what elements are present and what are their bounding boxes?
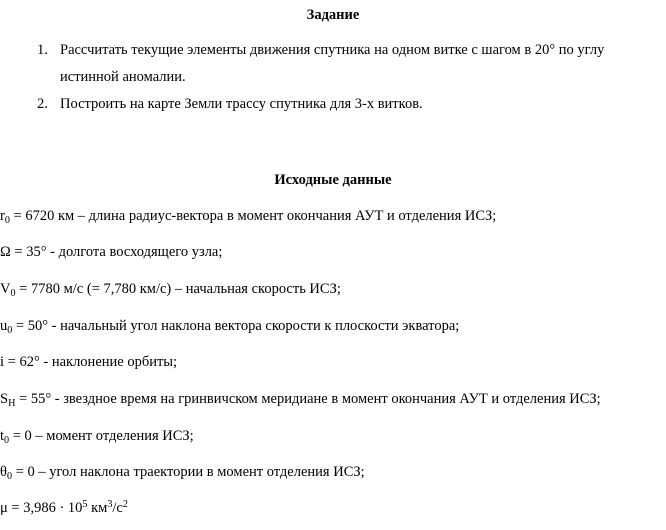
param-symbol: S xyxy=(0,391,9,407)
param-subscript: 0 xyxy=(10,288,16,299)
param-text: = 62° - наклонение орбиты; xyxy=(4,354,178,370)
param-r0 xyxy=(0,208,496,225)
param-superscript: 5 xyxy=(82,499,88,510)
param-symbol: Ω xyxy=(0,244,11,260)
task-item-number: 1. xyxy=(37,42,48,58)
param-text: = 50° - начальный угол наклона вектора скорости к плоскости экватора; xyxy=(12,318,460,334)
param-omega xyxy=(0,244,222,261)
param-superscript: 3 xyxy=(107,499,113,510)
param-text: = 6720 км – длина радиус-вектора в момент окончания АУТ и отделения ИСЗ; xyxy=(9,208,497,224)
param-subscript: 0 xyxy=(4,215,10,226)
param-subscript: 0 xyxy=(4,435,10,446)
task-item-number: 2. xyxy=(37,96,48,112)
task-item-text: Рассчитать текущие элементы движения спутника на одном витке с шагом в 20° по углу xyxy=(60,42,605,58)
param-theta0 xyxy=(0,464,365,481)
param-text: км xyxy=(87,500,108,516)
initial-data-heading: Исходные данные xyxy=(274,172,392,188)
param-subscript: 0 xyxy=(6,471,13,482)
param-symbol: V xyxy=(0,281,11,297)
param-text: μ = 3,986 · 10 xyxy=(0,500,83,516)
task-item-text: Построить на карте Земли трассу спутника для 3-х витков. xyxy=(60,96,423,112)
task-item-text-continued: истинной аномалии. xyxy=(60,69,186,85)
param-subscript: 0 xyxy=(7,325,13,336)
param-v0 xyxy=(0,281,341,298)
param-subscript: H xyxy=(8,398,16,409)
param-text: = 55° - звездное время на гринвичском меридиане в момент окончания АУТ и отделения ИСЗ; xyxy=(15,391,601,407)
param-sh xyxy=(0,391,601,408)
param-u0 xyxy=(0,318,459,335)
param-symbol: u xyxy=(0,318,8,334)
task-heading: Задание xyxy=(306,7,360,23)
param-i xyxy=(0,354,177,371)
param-text: = 0 – угол наклона траектории в момент отделения ИСЗ; xyxy=(12,464,365,480)
param-mu xyxy=(0,500,128,517)
param-text: = 7780 м/с (= 7,780 км/с) – начальная скорость ИСЗ; xyxy=(15,281,341,297)
param-text: /с xyxy=(112,500,123,516)
param-symbol: θ xyxy=(0,464,7,480)
param-symbol: t xyxy=(0,428,5,444)
param-superscript: 2 xyxy=(122,499,128,510)
param-symbol: r xyxy=(0,208,5,224)
param-text: = 0 – момент отделения ИСЗ; xyxy=(9,428,194,444)
param-text: = 35° - долгота восходящего узла; xyxy=(10,244,223,260)
param-symbol: i xyxy=(0,354,5,370)
param-t0 xyxy=(0,428,194,445)
